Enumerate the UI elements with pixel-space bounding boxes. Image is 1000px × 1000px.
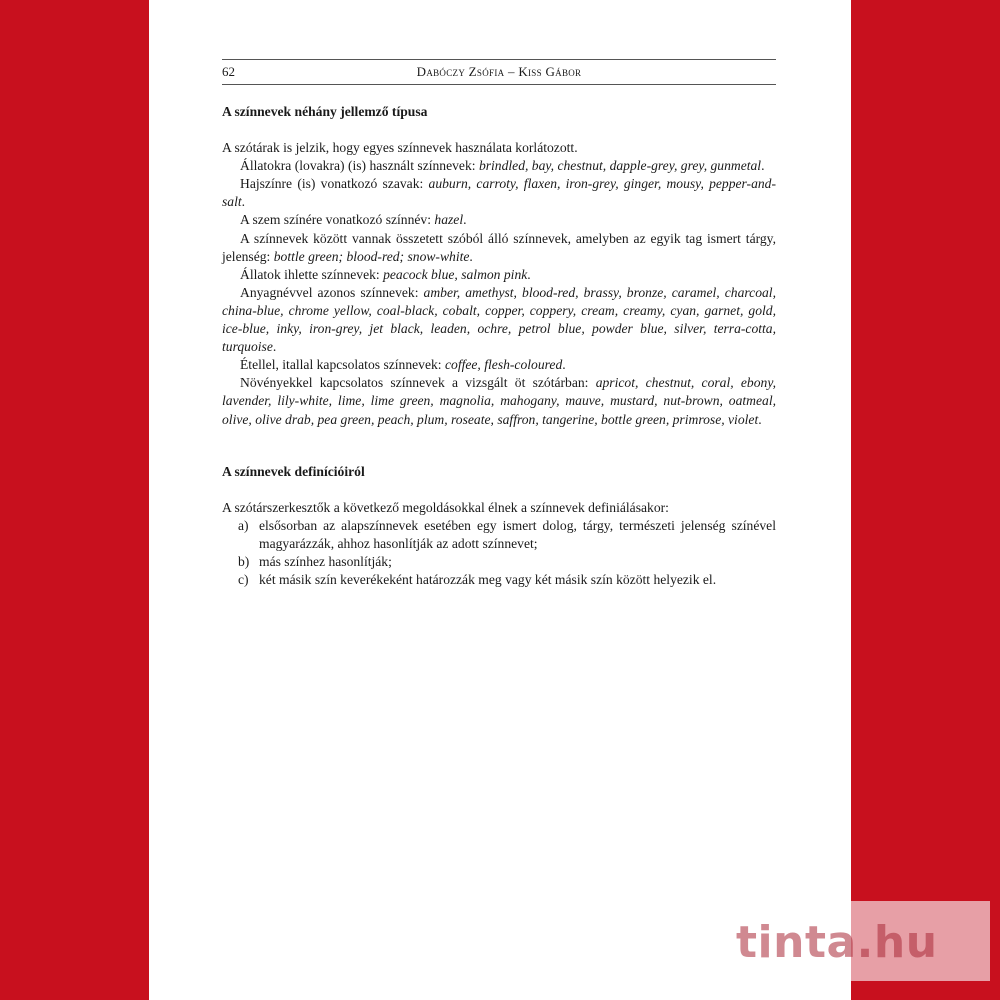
paragraph-hair: Hajszínre (is) vonatkozó szavak: auburn, carroty, flaxen, iron-grey, ginger, mousy, pepper-and-salt. (222, 176, 776, 210)
page-number: 62 (222, 64, 235, 79)
definition-methods-list (222, 517, 776, 589)
paragraph-material-names: Anyagnévvel azonos színnevek: amber, amethyst, blood-red, brassy, bronze, caramel, charcoal, china-blue, chrome yellow, coal-black, cobalt, copper, coppery, cream, creamy, cyan, garnet, gold, ice-blue, inky, iron-grey, jet black, leaden, ochre, petrol blue, powder blue, silver, terra-cotta, turquoise. (222, 284, 776, 355)
paragraph-compounds: A színnevek között vannak összetett szóból álló színnevek, amelyben az egyik tag ismert tárgy, jelenség: bottle green; blood-red; snow-white. (222, 230, 776, 264)
watermark-logo: tinta.hu (736, 917, 938, 968)
paragraph-plants: Növényekkel kapcsolatos színnevek a vizsgált öt szótárban: apricot, chestnut, coral, ebony, lavender, lily-white, lime, lime green, magnolia, mahogany, mauve, mustard, nut-brown, oatmeal, olive, olive drab, pea green, peach, plum, roseate, saffron, tangerine, bottle green, primrose, violet. (222, 375, 776, 427)
paragraph-food-drink: Étellel, itallal kapcsolatos színnevek: coffee, flesh-coloured. (240, 357, 566, 373)
running-head-authors: Dabóczy Zsófia – Kiss Gábor (416, 64, 582, 79)
list-item: a) elsősorban az alapszínnevek esetében egy ismert dolog, tárgy, természeti jelenség színével magyarázzák, ahhoz hasonlítják az adott színnevet; (238, 517, 776, 551)
section2-heading: A színnevek definícióiról (222, 463, 365, 479)
section2-intro: A szótárszerkesztők a következő megoldásokkal élnek a színnevek definiálásakor: (222, 499, 669, 515)
list-item: b) más színhez hasonlítják; (238, 553, 392, 569)
section1-heading: A színnevek néhány jellemző típusa (222, 104, 428, 119)
page-content (222, 103, 776, 589)
running-header (222, 59, 776, 85)
list-item: c) két másik szín keverékeként határozzák meg vagy két másik szín között helyezik el. (238, 572, 717, 588)
paragraph-animal-inspired: Állatok ihlette színnevek: peacock blue, salmon pink. (240, 266, 531, 282)
section1-intro: A szótárak is jelzik, hogy egyes színnevek használata korlátozott. (222, 140, 578, 156)
book-page (149, 0, 851, 1000)
paragraph-animals-horses: Állatokra (lovakra) (is) használt színnevek: brindled, bay, chestnut, dapple-grey, grey, gunmetal. (240, 158, 765, 174)
paragraph-eye: A szem színére vonatkozó színnév: hazel. (240, 212, 467, 228)
